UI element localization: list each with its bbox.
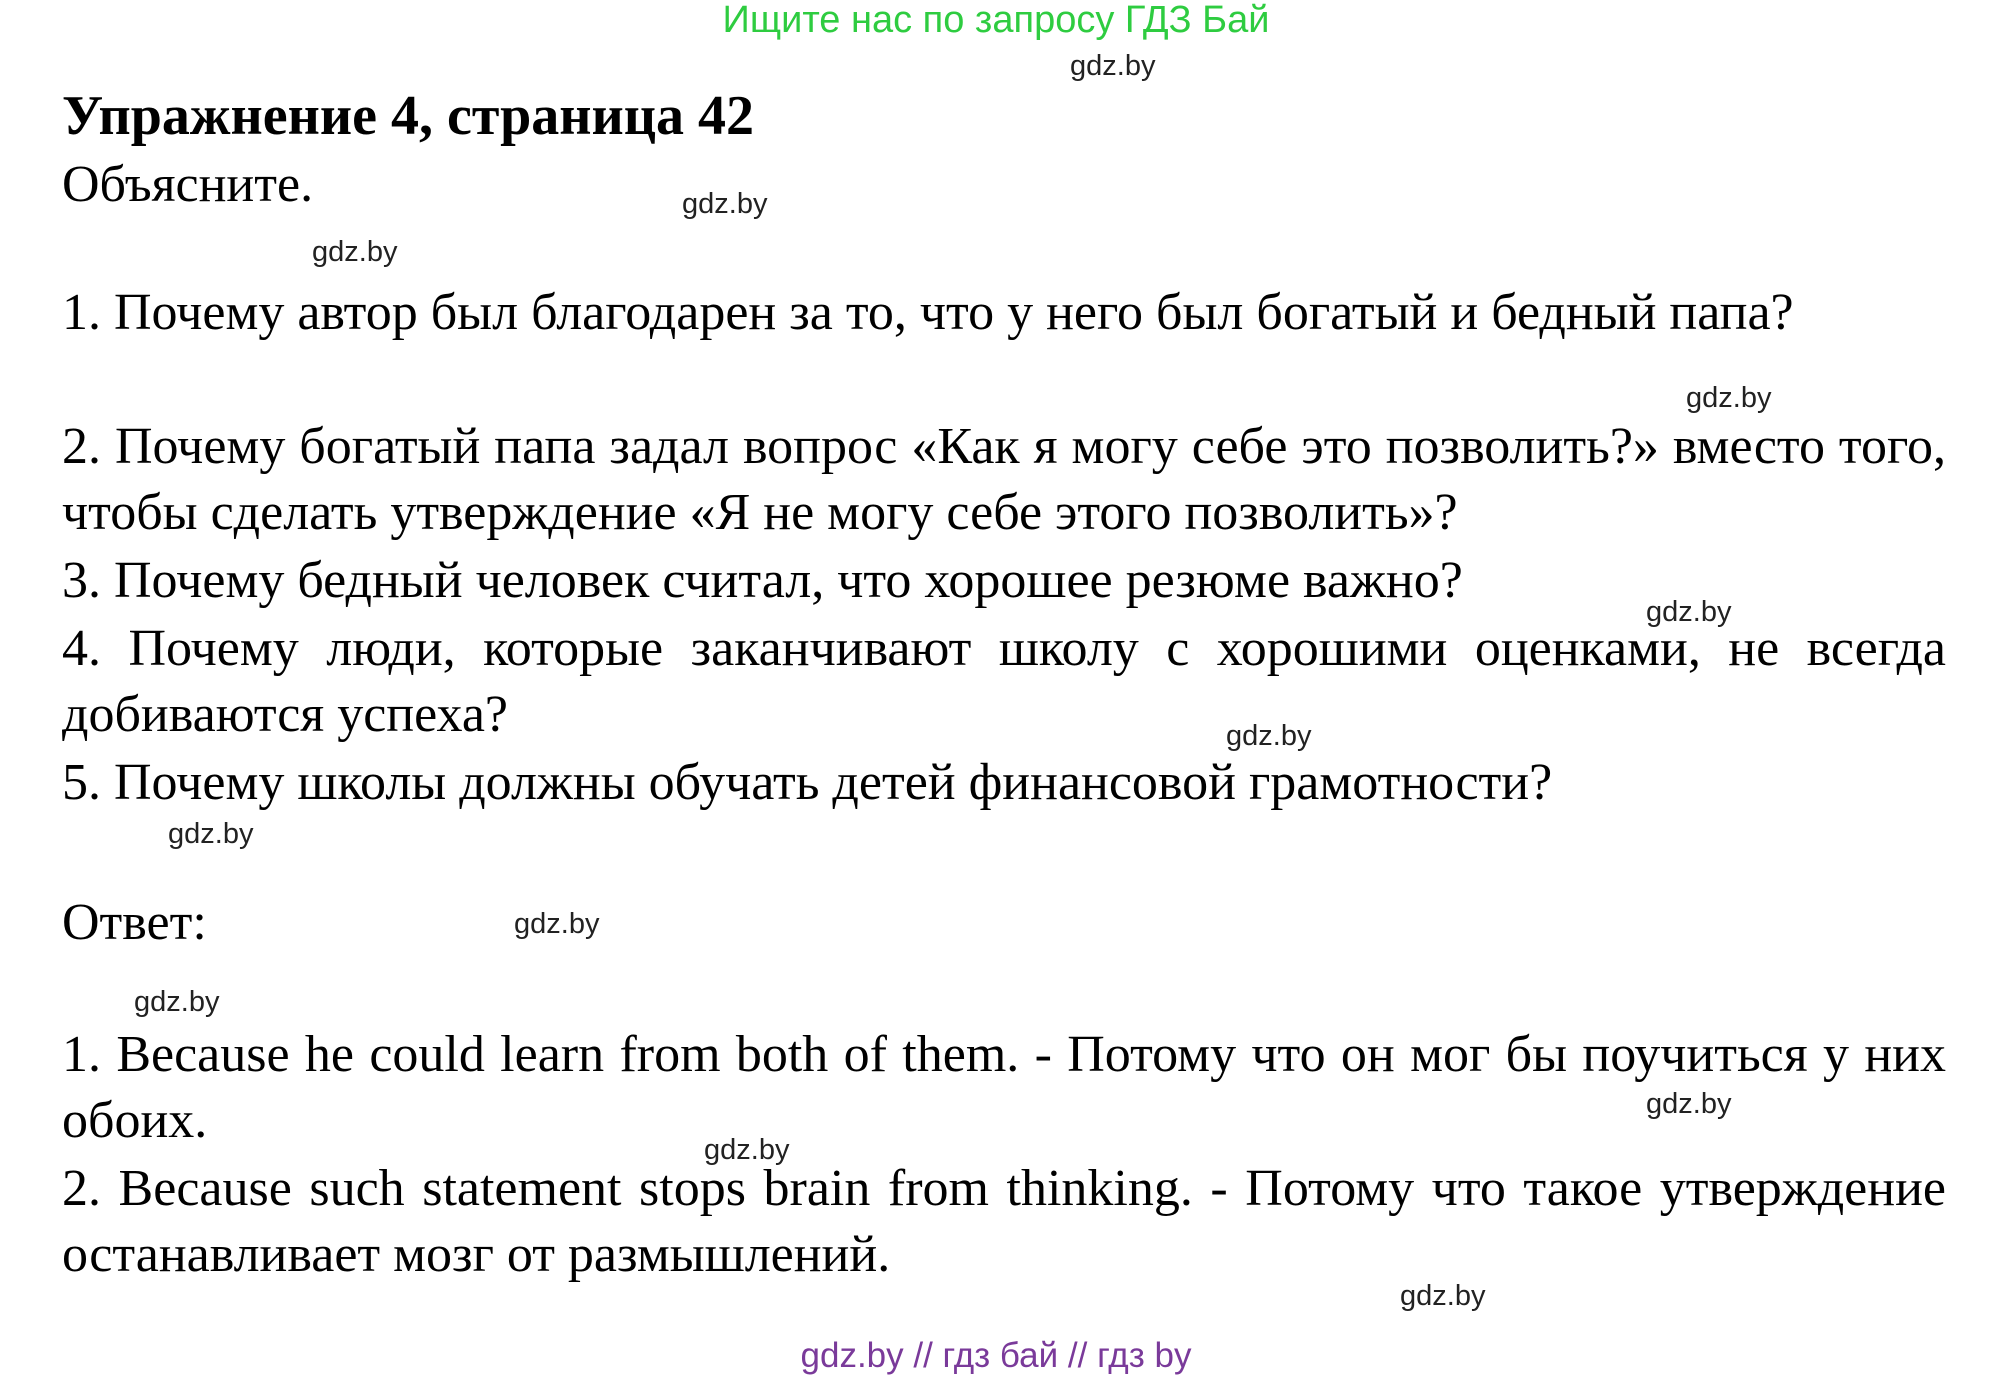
answer-item: 2. Because such statement stops brain from thinking. - Потому что такое утверждение останавливает мозг от размышлений. bbox=[62, 1160, 1946, 1283]
footer-watermark: gdz.by // гдз бай // гдз by bbox=[800, 1336, 1192, 1375]
watermark: gdz.by bbox=[134, 986, 220, 1018]
question-item: 3. Почему бедный человек считал, что хорошее резюме важно? bbox=[62, 552, 1463, 609]
watermark: gdz.by bbox=[1070, 50, 1156, 82]
question-item: 1. Почему автор был благодарен за то, что у него был богатый и бедный папа? bbox=[62, 284, 1794, 341]
watermark: gdz.by bbox=[168, 818, 254, 850]
watermark: gdz.by bbox=[312, 236, 398, 268]
answer-label: Ответ: bbox=[62, 894, 207, 951]
question-item: 2. Почему богатый папа задал вопрос «Как я могу себе это позволить?» вместо того, чтобы сделать утверждение «Я не могу себе этого позволить»? bbox=[62, 418, 1946, 541]
watermark: gdz.by bbox=[1226, 720, 1312, 752]
question-item: 5. Почему школы должны обучать детей финансовой грамотности? bbox=[62, 754, 1553, 811]
promo-banner: Ищите нас по запросу ГДЗ Бай bbox=[722, 0, 1270, 41]
answer-item: 1. Because he could learn from both of them. - Потому что он мог бы поучиться у них обоих. bbox=[62, 1026, 1946, 1149]
watermark: gdz.by bbox=[1686, 382, 1772, 414]
watermark: gdz.by bbox=[1400, 1280, 1486, 1312]
watermark: gdz.by bbox=[514, 908, 600, 940]
watermark: gdz.by bbox=[704, 1134, 790, 1166]
question-item: 4. Почему люди, которые заканчивают школу с хорошими оценками, не всегда добиваются успеха? bbox=[62, 620, 1946, 743]
page-title: Упражнение 4, страница 42 bbox=[62, 85, 755, 147]
watermark: gdz.by bbox=[1646, 1088, 1732, 1120]
watermark: gdz.by bbox=[1646, 596, 1732, 628]
watermark: gdz.by bbox=[682, 188, 768, 220]
instruction-text: Объясните. bbox=[62, 156, 314, 213]
